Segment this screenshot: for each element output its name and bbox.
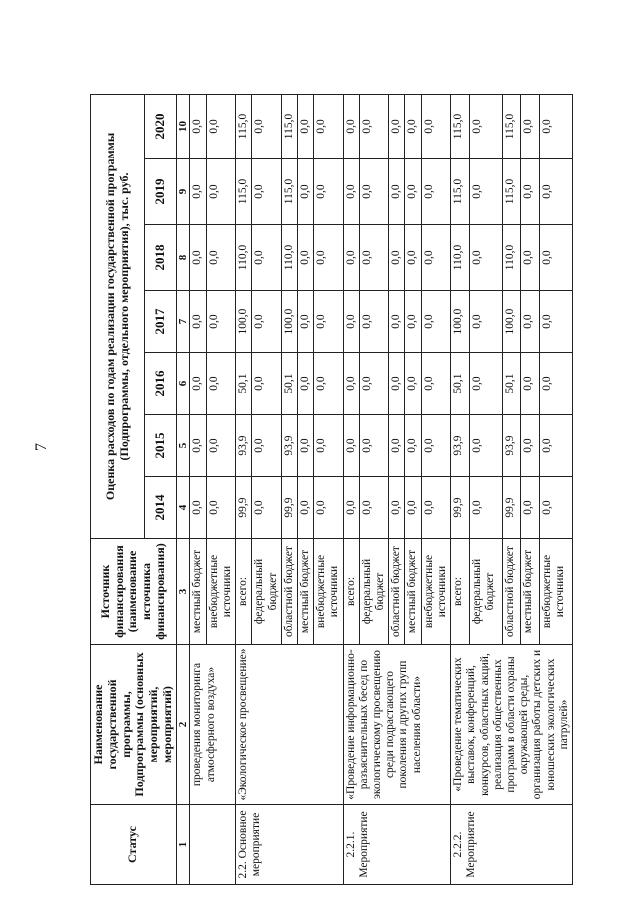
budget-table <box>90 94 573 885</box>
col-num: 1 <box>176 805 190 885</box>
value-cell: 0,0 <box>405 477 421 539</box>
value-cell: 0,0 <box>343 159 359 225</box>
value-cell: 0,0 <box>190 353 206 415</box>
value-cell: 100,0 <box>236 291 252 353</box>
value-cell: 0,0 <box>314 353 343 415</box>
year-2015: 2015 <box>145 415 177 477</box>
value-cell: 0,0 <box>421 353 450 415</box>
value-cell: 0,0 <box>314 225 343 291</box>
value-cell: 0,0 <box>521 94 539 158</box>
value-cell: 0,0 <box>389 159 405 225</box>
col-num: 6 <box>176 353 190 415</box>
value-cell: 0,0 <box>359 94 388 158</box>
value-cell: 0,0 <box>252 353 281 415</box>
value-cell: 0,0 <box>343 291 359 353</box>
row-source: внебюджетные источники <box>539 539 572 645</box>
value-cell: 110,0 <box>451 225 469 291</box>
value-cell: 0,0 <box>469 225 502 291</box>
value-cell: 0,0 <box>343 94 359 158</box>
row-source: внебюджетные источники <box>314 539 343 645</box>
header-row-1 <box>91 94 145 884</box>
value-cell: 0,0 <box>206 477 235 539</box>
row-source: областной бюджет <box>281 539 297 645</box>
value-cell: 115,0 <box>281 159 297 225</box>
value-cell: 0,0 <box>252 94 281 158</box>
value-cell: 50,1 <box>502 353 520 415</box>
value-cell: 0,0 <box>389 291 405 353</box>
value-cell: 0,0 <box>539 291 572 353</box>
value-cell: 0,0 <box>521 415 539 477</box>
row-name: «Проведение информационно-разъяснительных бесед по экологическому просвещению среди подрастающего поколения и других групп населения области» <box>343 645 451 805</box>
col-num: 8 <box>176 225 190 291</box>
value-cell: 0,0 <box>343 225 359 291</box>
row-source: областной бюджет <box>502 539 520 645</box>
value-cell: 99,9 <box>502 477 520 539</box>
col-num: 10 <box>176 94 190 158</box>
value-cell: 0,0 <box>190 225 206 291</box>
value-cell: 0,0 <box>190 159 206 225</box>
table-row <box>236 94 252 884</box>
table-body <box>190 94 573 884</box>
value-cell: 0,0 <box>297 159 313 225</box>
value-cell: 0,0 <box>206 415 235 477</box>
value-cell: 0,0 <box>469 159 502 225</box>
value-cell: 0,0 <box>297 94 313 158</box>
value-cell: 0,0 <box>421 477 450 539</box>
col-num: 9 <box>176 159 190 225</box>
value-cell: 0,0 <box>252 415 281 477</box>
value-cell: 0,0 <box>539 353 572 415</box>
row-name: «Проведение тематических выставок, конференций, конкурсов, областных акций, реализация общественных программ в области охраны окружающей среды, организация работы детских и юношеских экологических патрулей» <box>451 645 573 805</box>
value-cell: 0,0 <box>190 415 206 477</box>
value-cell: 0,0 <box>359 353 388 415</box>
value-cell: 0,0 <box>421 159 450 225</box>
value-cell: 0,0 <box>389 477 405 539</box>
value-cell: 0,0 <box>297 477 313 539</box>
value-cell: 0,0 <box>469 415 502 477</box>
row-status: 2.2.2. Мероприятие <box>451 805 573 885</box>
col-num: 3 <box>176 539 190 645</box>
row-source: всего: <box>451 539 469 645</box>
value-cell: 0,0 <box>389 353 405 415</box>
value-cell: 0,0 <box>469 291 502 353</box>
year-2019: 2019 <box>145 159 177 225</box>
row-source: федеральный бюджет <box>252 539 281 645</box>
row-source: областной бюджет <box>389 539 405 645</box>
year-2016: 2016 <box>145 353 177 415</box>
row-source: местный бюджет <box>190 539 206 645</box>
value-cell: 0,0 <box>190 291 206 353</box>
value-cell: 50,1 <box>236 353 252 415</box>
value-cell: 0,0 <box>405 94 421 158</box>
value-cell: 0,0 <box>405 159 421 225</box>
value-cell: 0,0 <box>343 415 359 477</box>
header-status: Статус <box>91 805 177 885</box>
value-cell: 0,0 <box>206 353 235 415</box>
value-cell: 0,0 <box>206 159 235 225</box>
value-cell: 0,0 <box>206 94 235 158</box>
value-cell: 0,0 <box>521 477 539 539</box>
value-cell: 0,0 <box>539 225 572 291</box>
value-cell: 0,0 <box>297 291 313 353</box>
value-cell: 0,0 <box>206 291 235 353</box>
header-source: Источник финансирования (наименование источника финансирования) <box>91 539 177 645</box>
value-cell: 0,0 <box>343 353 359 415</box>
value-cell: 0,0 <box>469 353 502 415</box>
row-source: всего: <box>343 539 359 645</box>
value-cell: 115,0 <box>451 94 469 158</box>
value-cell: 0,0 <box>297 353 313 415</box>
value-cell: 0,0 <box>405 353 421 415</box>
year-2020: 2020 <box>145 94 177 158</box>
row-source: местный бюджет <box>297 539 313 645</box>
value-cell: 0,0 <box>539 415 572 477</box>
value-cell: 99,9 <box>281 477 297 539</box>
value-cell: 100,0 <box>451 291 469 353</box>
value-cell: 0,0 <box>252 225 281 291</box>
value-cell: 0,0 <box>539 477 572 539</box>
value-cell: 0,0 <box>359 477 388 539</box>
value-cell: 99,9 <box>236 477 252 539</box>
value-cell: 0,0 <box>359 225 388 291</box>
value-cell: 0,0 <box>252 159 281 225</box>
col-num: 4 <box>176 477 190 539</box>
row-source: местный бюджет <box>521 539 539 645</box>
value-cell: 115,0 <box>236 159 252 225</box>
value-cell: 0,0 <box>252 477 281 539</box>
header-name: Наименование государственной программы, Подпрограммы (основных мероприятий, мероприятий) <box>91 645 177 805</box>
value-cell: 0,0 <box>405 291 421 353</box>
row-source: внебюджетные источники <box>421 539 450 645</box>
header-estimate: Оценка расходов по годам реализации государственной программы (Подпрограммы, отдельного мероприятия), тыс. руб. <box>91 94 145 538</box>
col-num: 7 <box>176 291 190 353</box>
value-cell: 0,0 <box>359 415 388 477</box>
col-num: 5 <box>176 415 190 477</box>
value-cell: 0,0 <box>469 477 502 539</box>
value-cell: 0,0 <box>539 159 572 225</box>
value-cell: 93,9 <box>451 415 469 477</box>
value-cell: 0,0 <box>359 291 388 353</box>
column-number-row <box>176 94 190 884</box>
page-number: 7 <box>33 443 50 451</box>
value-cell: 93,9 <box>502 415 520 477</box>
value-cell: 0,0 <box>521 291 539 353</box>
value-cell: 0,0 <box>389 415 405 477</box>
value-cell: 0,0 <box>405 225 421 291</box>
value-cell: 93,9 <box>281 415 297 477</box>
row-source: внебюджетные источники <box>206 539 235 645</box>
year-2017: 2017 <box>145 291 177 353</box>
value-cell: 0,0 <box>389 94 405 158</box>
value-cell: 0,0 <box>314 477 343 539</box>
value-cell: 0,0 <box>343 477 359 539</box>
value-cell: 93,9 <box>236 415 252 477</box>
value-cell: 0,0 <box>539 94 572 158</box>
row-source: местный бюджет <box>405 539 421 645</box>
table-row <box>343 94 359 884</box>
row-status: 2.2. Основное мероприятие <box>236 805 344 885</box>
row-source: федеральный бюджет <box>469 539 502 645</box>
value-cell: 0,0 <box>206 225 235 291</box>
value-cell: 0,0 <box>421 225 450 291</box>
value-cell: 0,0 <box>421 415 450 477</box>
value-cell: 99,9 <box>451 477 469 539</box>
value-cell: 0,0 <box>297 415 313 477</box>
value-cell: 110,0 <box>281 225 297 291</box>
value-cell: 0,0 <box>521 225 539 291</box>
row-name: проведения мониторинга атмосферного воздуха» <box>190 645 236 805</box>
value-cell: 0,0 <box>521 159 539 225</box>
value-cell: 50,1 <box>451 353 469 415</box>
value-cell: 115,0 <box>236 94 252 158</box>
value-cell: 0,0 <box>521 353 539 415</box>
value-cell: 0,0 <box>421 94 450 158</box>
value-cell: 0,0 <box>190 94 206 158</box>
value-cell: 0,0 <box>405 415 421 477</box>
value-cell: 110,0 <box>502 225 520 291</box>
value-cell: 0,0 <box>389 225 405 291</box>
value-cell: 115,0 <box>502 94 520 158</box>
value-cell: 115,0 <box>281 94 297 158</box>
value-cell: 100,0 <box>502 291 520 353</box>
value-cell: 0,0 <box>314 94 343 158</box>
row-source: всего: <box>236 539 252 645</box>
rotated-table-wrapper <box>90 95 630 885</box>
row-name: «Экологическое просвещение» <box>236 645 344 805</box>
row-status <box>190 805 236 885</box>
value-cell: 0,0 <box>252 291 281 353</box>
value-cell: 50,1 <box>281 353 297 415</box>
value-cell: 0,0 <box>297 225 313 291</box>
value-cell: 0,0 <box>421 291 450 353</box>
value-cell: 0,0 <box>469 94 502 158</box>
value-cell: 110,0 <box>236 225 252 291</box>
value-cell: 0,0 <box>314 415 343 477</box>
year-2014: 2014 <box>145 477 177 539</box>
row-status: 2.2.1. Мероприятие <box>343 805 451 885</box>
value-cell: 100,0 <box>281 291 297 353</box>
value-cell: 115,0 <box>502 159 520 225</box>
table-row <box>190 94 206 884</box>
value-cell: 0,0 <box>359 159 388 225</box>
value-cell: 0,0 <box>314 291 343 353</box>
row-source: федеральный бюджет <box>359 539 388 645</box>
col-num: 2 <box>176 645 190 805</box>
table-row <box>451 94 469 884</box>
year-2018: 2018 <box>145 225 177 291</box>
value-cell: 115,0 <box>451 159 469 225</box>
value-cell: 0,0 <box>190 477 206 539</box>
value-cell: 0,0 <box>314 159 343 225</box>
